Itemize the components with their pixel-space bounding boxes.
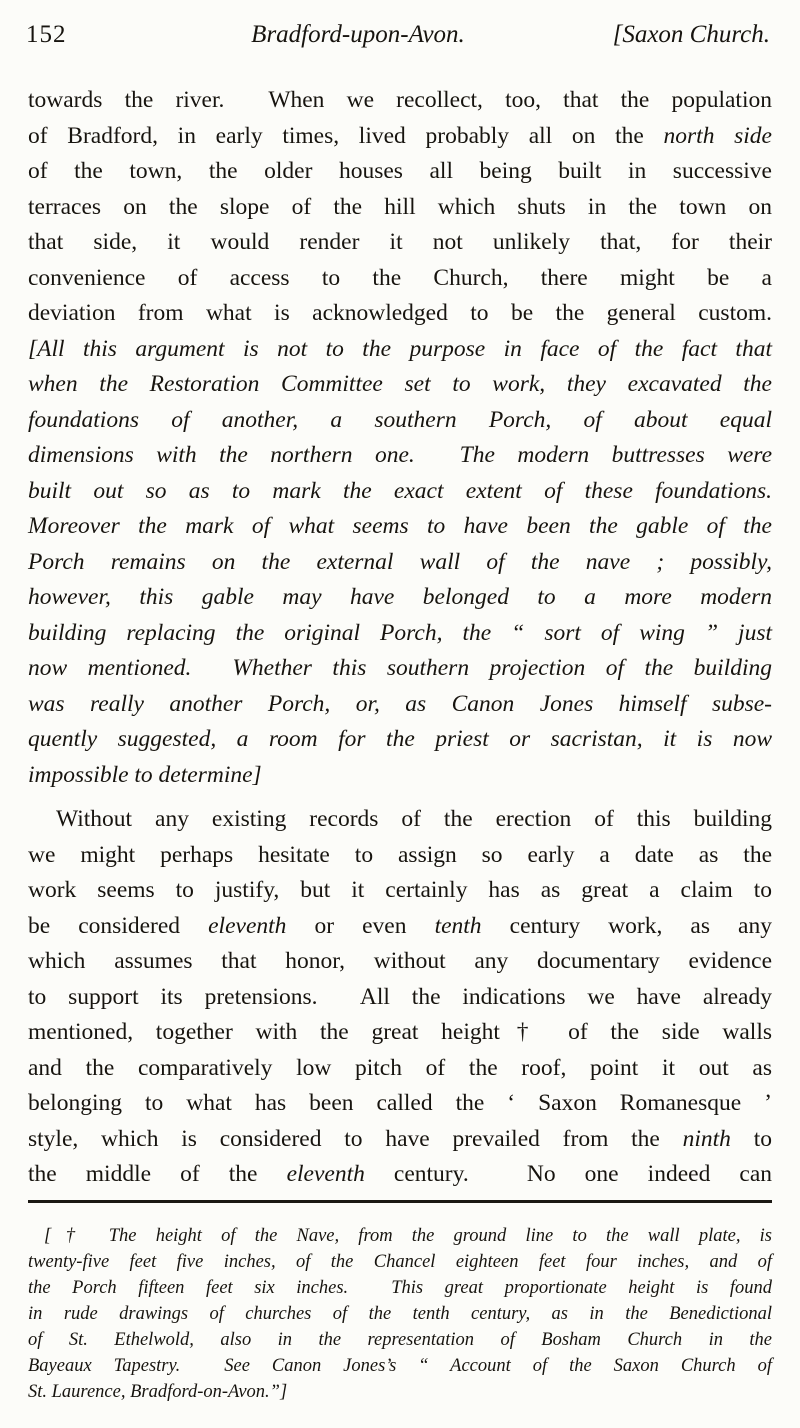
section-header: [Saxon Church. (612, 21, 770, 48)
text-line: now mentioned. Whether this southern projection of the building (28, 655, 772, 681)
page-body (28, 50, 772, 1193)
text-line: we might perhaps hesitate to assign so early a date as the (28, 841, 772, 868)
page-number: 152 (26, 21, 67, 48)
footnote-line: Bayeaux Tapestry. See Canon Jones’s “ Account of the Saxon Church of (28, 1355, 772, 1376)
text-line: Moreover the mark of what seems to have been the gable of the (28, 513, 772, 539)
text-line: Without any existing records of the erection of this building (56, 806, 772, 832)
text-line: that side, it would render it not unlikely that, for their (28, 229, 772, 255)
text-line: terraces on the slope of the hill which shuts in the town on (28, 193, 772, 220)
text-line: towards the river. When we recollect, too, that the population (28, 87, 772, 113)
text-line: [All this argument is not to the purpose in face of the fact that (28, 335, 772, 362)
text-line: the middle of the eleventh century. No one indeed can (28, 1161, 773, 1187)
text-line: building replacing the original Porch, the “ sort of wing ” just (28, 619, 772, 646)
text-line: belonging to what has been called the ‘ Saxon Romanesque ’ (28, 1090, 772, 1116)
page-header (0, 0, 800, 50)
text-line: style, which is considered to have prevailed from the ninth to (28, 1125, 772, 1152)
text-line: foundations of another, a southern Porch, of about equal (28, 406, 772, 433)
text-line: and the comparatively low pitch of the roof, point it out as (28, 1054, 772, 1081)
text-line: which assumes that honor, without any documentary evidence (28, 948, 772, 974)
text-line: of Bradford, in early times, lived probably all on the north side (28, 122, 772, 149)
text-line: of the town, the older houses all being built in successive (28, 158, 772, 184)
text-line: Porch remains on the external wall of the nave ; possibly, (28, 548, 772, 575)
footnote-line: of St. Ethelwold, also in the representation of Bosham Church in the (28, 1329, 772, 1350)
footnote-line: St. Laurence, Bradford-on-Avon.”] (28, 1381, 288, 1402)
text-line: dimensions with the northern one. The modern buttresses were (28, 442, 772, 468)
footnote-line: the Porch fifteen feet six inches. This great proportionate height is found (28, 1277, 772, 1298)
footnote-line: [† The height of the Nave, from the ground line to the wall plate, is (44, 1225, 772, 1246)
paragraph (28, 83, 772, 332)
footnote (28, 1203, 772, 1405)
footnote-line: twenty-five feet five inches, of the Chancel eighteen feet four inches, and of (28, 1251, 772, 1272)
text-line: however, this gable may have belonged to a more modern (28, 584, 772, 610)
text-line: deviation from what is acknowledged to be the general custom. (28, 300, 772, 326)
text-line: was really another Porch, or, as Canon Jones himself subse- (28, 690, 772, 717)
text-line: to support its pretensions. All the indications we have already (28, 983, 772, 1010)
text-line: mentioned, together with the great height† of the side walls (28, 1019, 772, 1045)
text-line: built out so as to mark the exact extent of these foundations. (28, 477, 772, 504)
text-line: convenience of access to the Church, there might be a (28, 264, 772, 291)
paragraph (28, 332, 772, 794)
text-line: quently suggested, a room for the priest or sacristan, it is now (28, 726, 772, 752)
text-line: be considered eleventh or even tenth century work, as any (28, 912, 772, 939)
text-line: when the Restoration Committee set to work, they excavated the (28, 371, 772, 397)
text-line: impossible to determine] (28, 761, 262, 788)
footnote-line: in rude drawings of churches of the tenth century, as in the Benedictional (28, 1303, 772, 1324)
paragraph (28, 802, 772, 1193)
running-title: Bradford-upon-Avon. (251, 21, 465, 48)
text-line: work seems to justify, but it certainly has as great a claim to (28, 877, 772, 903)
